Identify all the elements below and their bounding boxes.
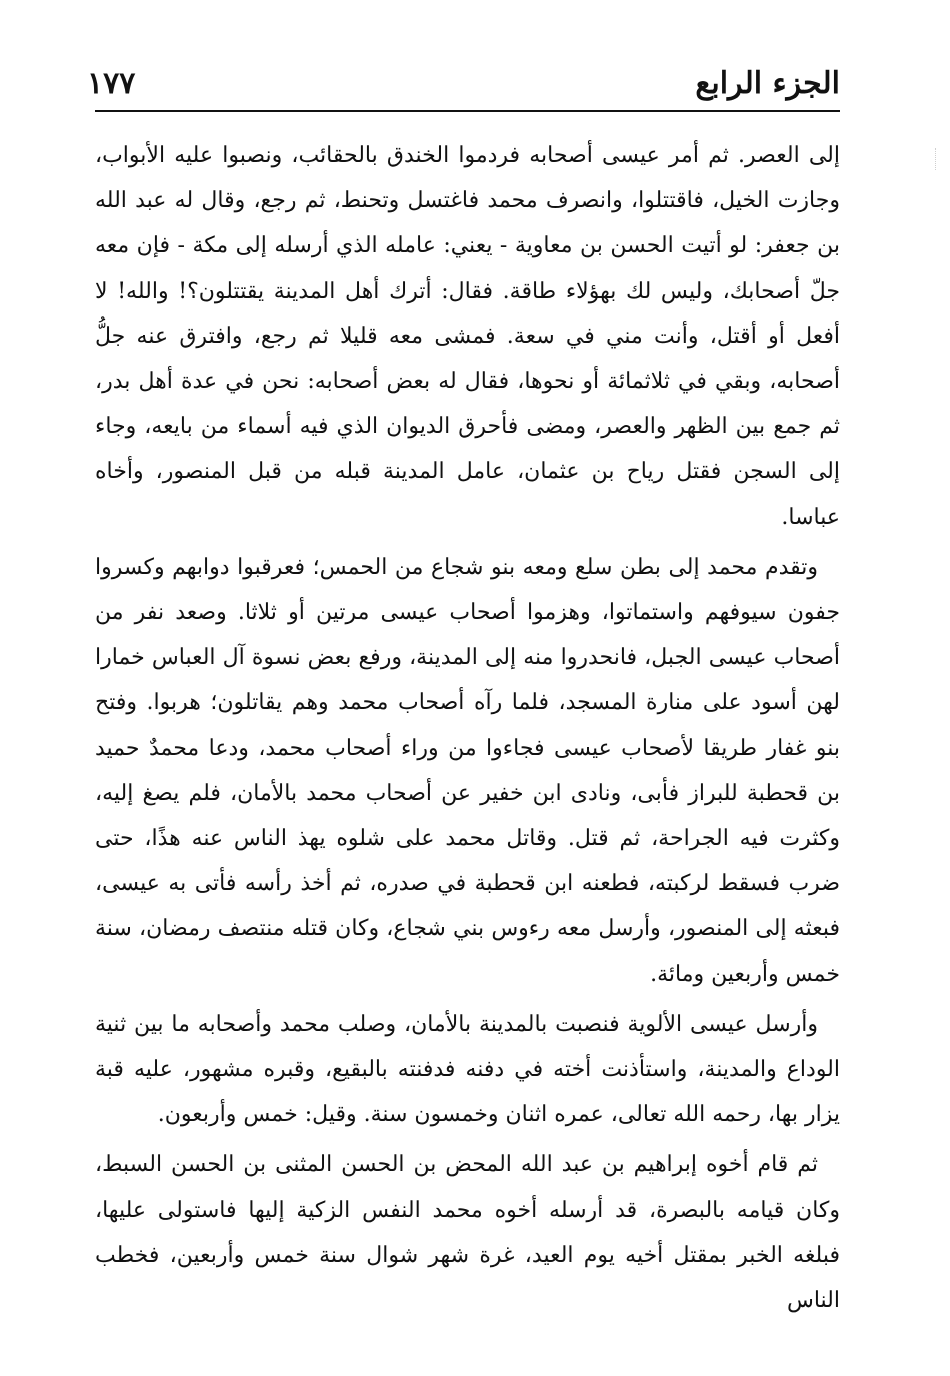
book-page (87, 0, 841, 1376)
page-number: ١٧٧ (87, 66, 136, 101)
running-header-title: الجزء الرابع (695, 66, 840, 101)
paragraph: ثم قام أخوه إبراهيم بن عبد الله المحض بن الحسن المثنى بن الحسن السبط، وكان قيامه بالبصرة، قد أرسله أخوه محمد النفس الزكية إليها فاستولى عليها، فبلغه الخبر بمقتل أخيه يوم العيد، غرة شهر شوال سنة خمس وأربعين، فخطب الناس (95, 1152, 840, 1314)
page-body (95, 133, 840, 1323)
margin-mark (931, 148, 936, 170)
paragraph: وتقدم محمد إلى بطن سلع ومعه بنو شجاع من الحمس؛ فعرقبوا دوابهم وكسروا جفون سيوفهم واستماتوا، وهزموا أصحاب عيسى مرتين أو ثلاثا. وصعد نفر من أصحاب عيسى الجبل، فانحدروا منه إلى المدينة، ورفع بعض نسوة آل العباس خمارا لهن أسود على منارة المسجد، فلما رآه أصحاب محمد وهم يقاتلون؛ هربوا. وفتح بنو غفار طريقا لأصحاب عيسى فجاءوا من وراء أصحاب محمد، ودعا محمدٌ حميد بن قحطبة للبراز فأبى، ونادى ابن خفير عن أصحاب محمد بالأمان، فلم يصغ إليه، وكثرت فيه الجراحة، ثم قتل. وقاتل محمد على شلوه يهذ الناس عنه هذًا، حتى ضرب فسقط لركبته، فطعنه ابن قحطبة في صدره، ثم أخذ رأسه فأتى به عيسى، فبعثه إلى المنصور، وأرسل معه رءوس بني شجاع، وكان قتله منتصف رمضان، سنة خمس وأربعين ومائة. (95, 554, 840, 987)
paragraph: إلى العصر. ثم أمر عيسى أصحابه فردموا الخندق بالحقائب، ونصبوا عليه الأبواب، وجازت الخيل، فاقتتلوا، وانصرف محمد فاغتسل وتحنط، ثم رجع، وقال له عبد الله بن جعفر: لو أتيت الحسن بن معاوية - يعني: عامله الذي أرسله إلى مكة - فإن معه جلّ أصحابك، وليس لك بهؤلاء طاقة. فقال: أترك أهل المدينة يقتتلون؟! والله! لا أفعل أو أقتل، وأنت مني في سعة. فمشى معه قليلا ثم رجع، وافترق عنه جلُّ أصحابه، وبقي في ثلاثمائة أو نحوها، فقال له بعض أصحابه: نحن في عدة أهل بدر، ثم جمع بين الظهر والعصر، ومضى فأحرق الديوان الذي فيه أسماء من بايعه، وجاء إلى السجن فقتل رياح بن عثمان، عامل المدينة قبله من قبل المنصور، وأخاه عباسا. (95, 143, 840, 530)
running-header (87, 62, 840, 106)
paragraph: وأرسل عيسى الألوية فنصبت بالمدينة بالأمان، وصلب محمد وأصحابه ما بين ثنية الوداع والمدينة، واستأذنت أخته في دفنه فدفنته بالبقيع، وقبره مشهور، عليه قبة يزار بها، رحمه الله تعالى، عمره اثنان وخمسون سنة. وقيل: خمس وأربعون. (95, 1011, 841, 1128)
header-divider (95, 110, 840, 112)
